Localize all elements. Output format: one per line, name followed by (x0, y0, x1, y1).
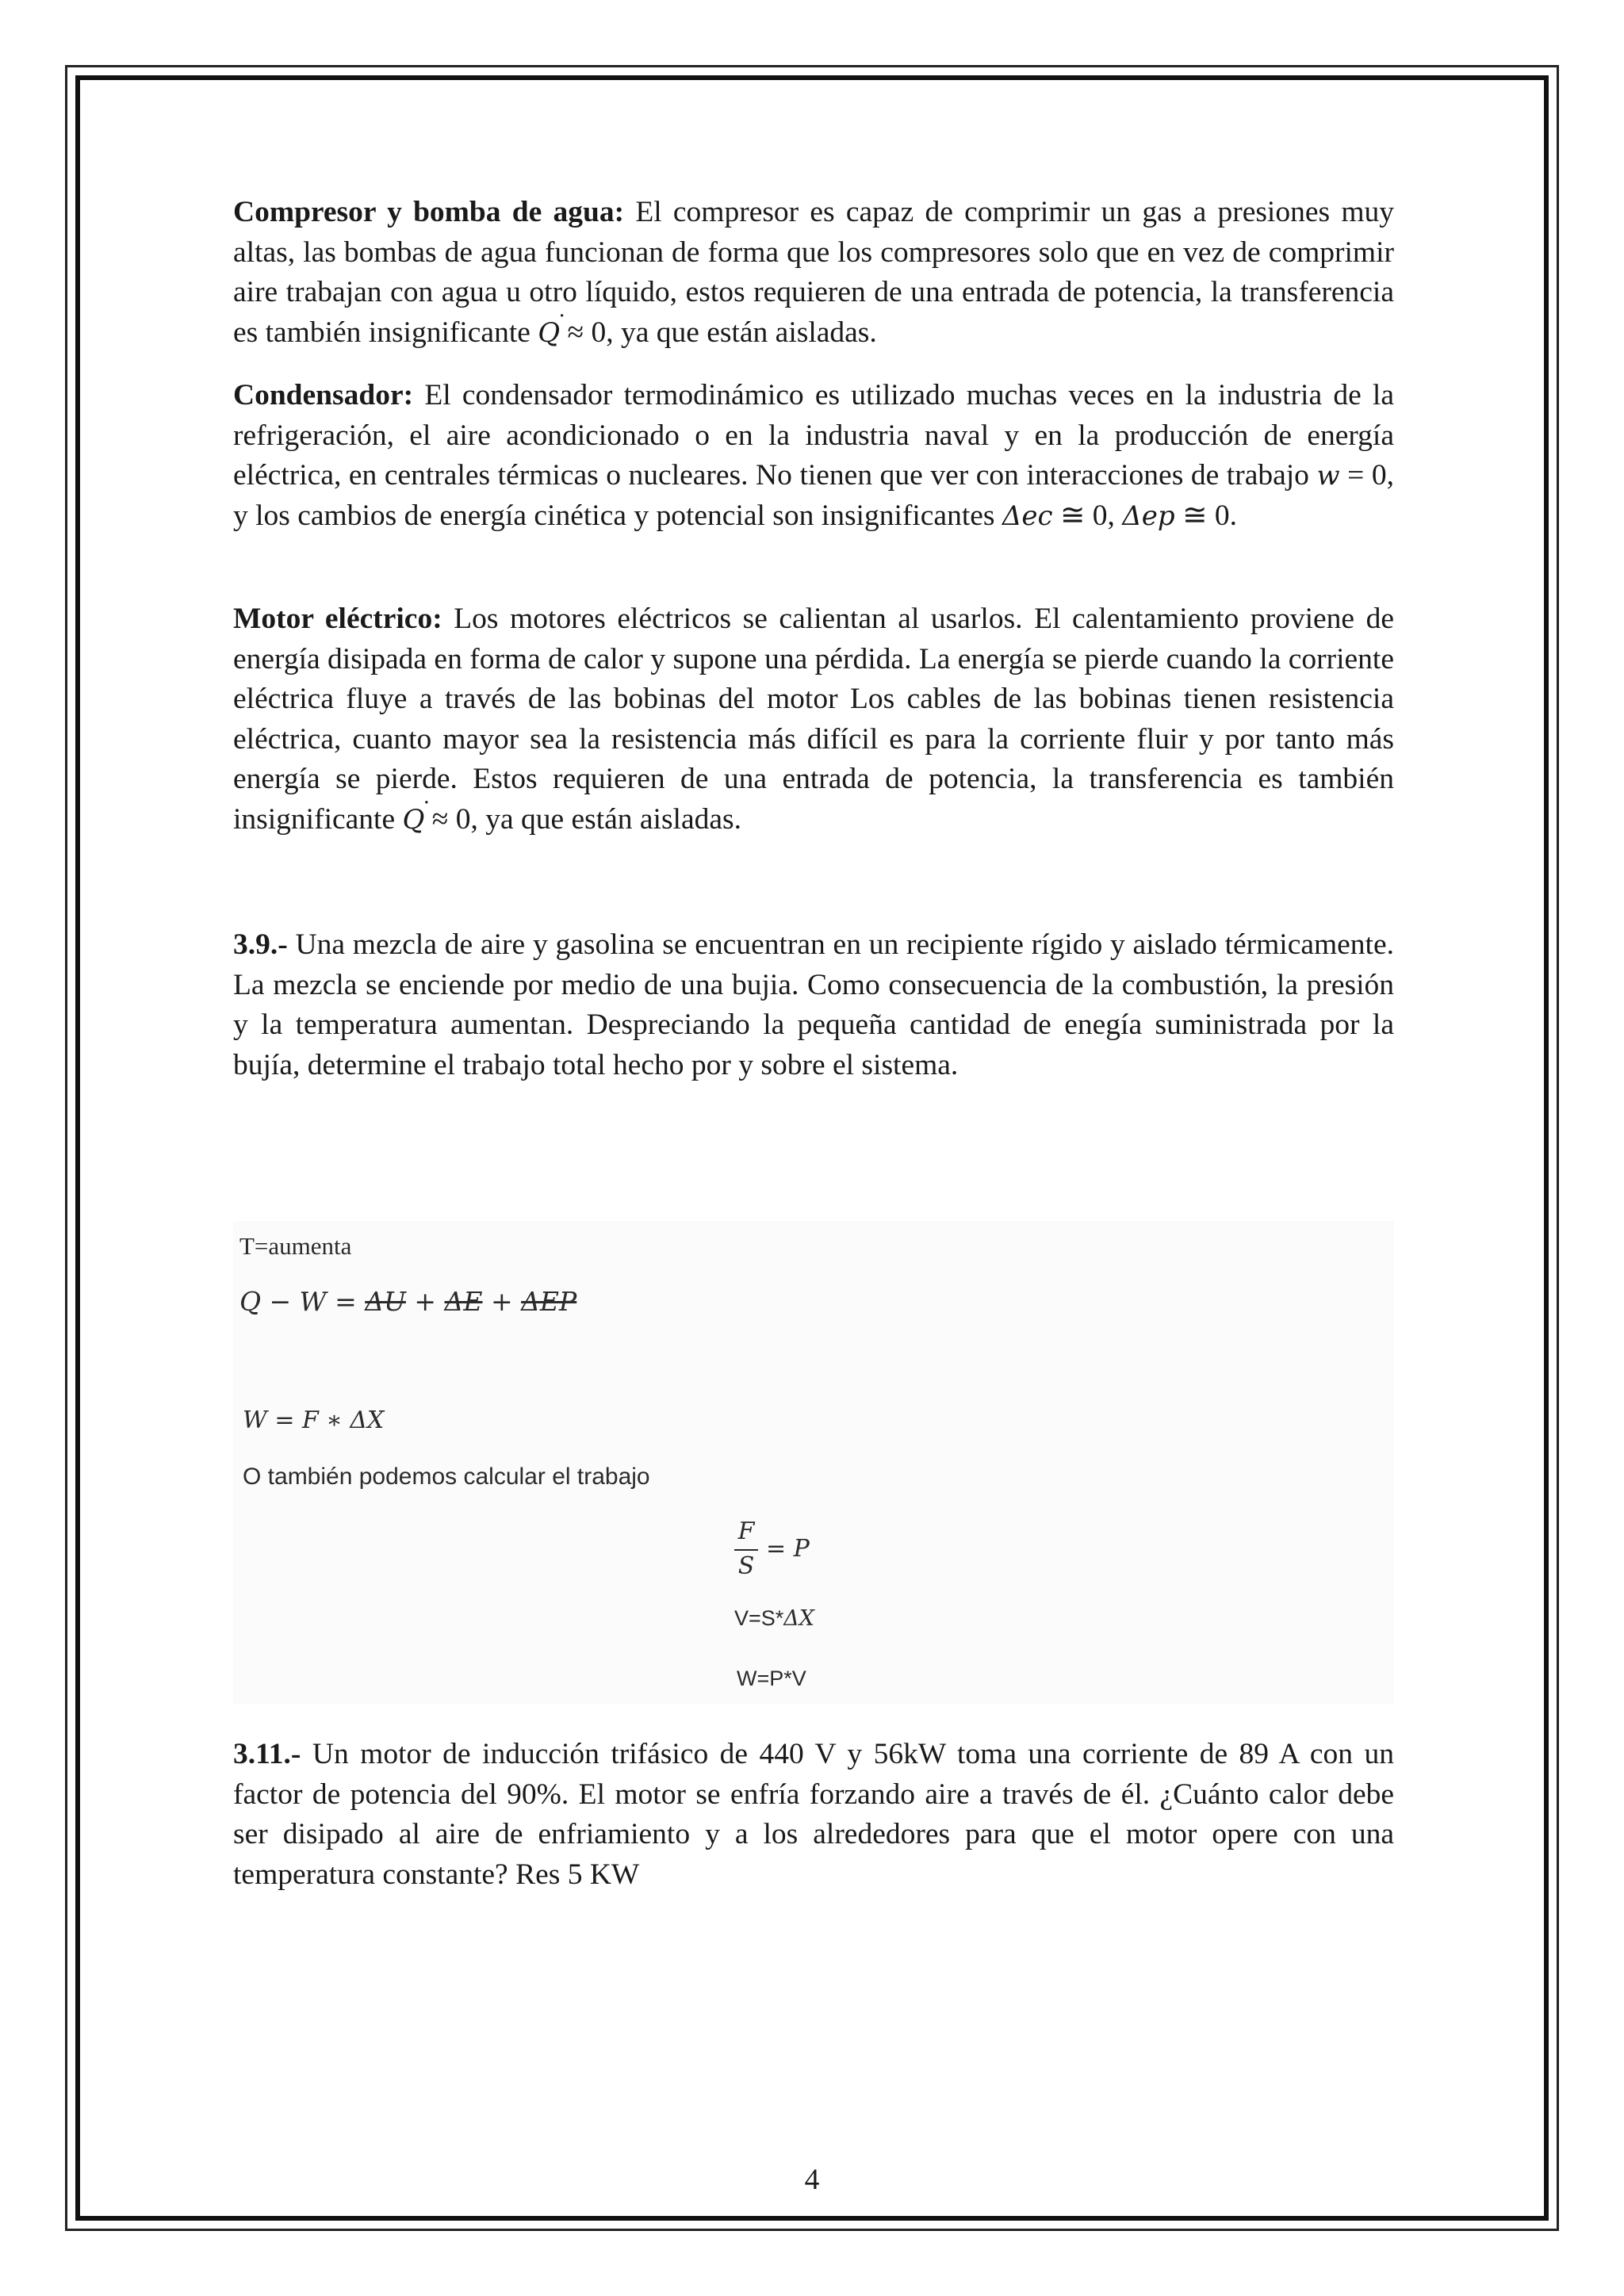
text-condensador-4: ≅ 0. (1174, 499, 1237, 532)
solution-image (233, 1221, 1394, 1705)
delta-ec-symbol: Δec (1002, 499, 1053, 532)
q-dot-symbol: Q ˙ (538, 313, 560, 354)
text-condensador-3: ≅ 0, (1052, 499, 1123, 532)
heading-condensador: Condensador: (233, 379, 414, 411)
paragraph-condensador (233, 376, 1394, 536)
heading-motor: Motor eléctrico: (233, 603, 442, 635)
eq1-delta-ep: ΔEP (521, 1286, 577, 1317)
volume-equation (734, 1606, 814, 1631)
volume-prefix: V=S* (734, 1606, 784, 1630)
work-note: O también podemos calcular el trabajo (243, 1464, 650, 1490)
volume-delta-x: ΔX (783, 1606, 815, 1631)
line-t-aumenta: T=aumenta (239, 1232, 352, 1260)
paragraph-compresor (233, 193, 1394, 353)
problem-3-11-text: Un motor de inducción trifásico de 440 V y 56kW toma una corriente de 89 A con un factor de potencia del 90%. El motor se enfría forzando aire a través de él. ¿Cuánto calor debe ser disipado al aire de enfriamiento y a los alrededores para que el motor opere con una temperatura constante? Res 5 KW (233, 1738, 1394, 1891)
eq1-delta-e: ΔE (444, 1286, 483, 1317)
page-number: 4 (804, 2164, 820, 2196)
energy-equation (239, 1286, 576, 1317)
text-condensador-1: El condensador termodinámico es utilizado muchas veces en la industria de la refrigeración, el aire acondicionado o en la industria naval y en la producción de energía eléctrica, en centrales térmicas o nucleares. No tienen que ver con interacciones de trabajo (233, 379, 1394, 492)
eq1-plus-1: + (405, 1286, 445, 1317)
paragraph-motor (233, 599, 1394, 840)
fraction-numerator: F (737, 1517, 755, 1545)
eq1-delta-u: ΔU (365, 1286, 406, 1317)
problem-3-11 (233, 1735, 1394, 1895)
problem-3-9-number: 3.9.- (233, 928, 288, 961)
problem-3-9 (233, 925, 1394, 1085)
problem-3-9-text: Una mezcla de aire y gasolina se encuentran en un recipiente rígido y aislado térmicamente. La mezcla se enciende por medio de una bujia. Como consecuencia de la combustión, la presión y la temperatura aumentan. Despreciando la pequeña cantidad de enegía suministrada por la bujía, determine el trabajo total hecho por y sobre el sistema. (233, 928, 1394, 1081)
eq1-plus-2: + (482, 1286, 522, 1317)
text-compresor-2: ≈ 0, ya que están aisladas. (567, 316, 877, 349)
fraction-denominator: S (737, 1552, 755, 1580)
text-compresor-1: El compresor es capaz de comprimir un gas a presiones muy altas, las bombas de agua funcionan de forma que los compresores solo que en vez de comprimir aire trabajan con agua u otro líquido, estos requieren de una entrada de potencia, la transferencia es también insignificante (233, 196, 1394, 349)
q-dot-symbol: Q ˙ (402, 800, 424, 840)
heading-compresor: Compresor y bomba de agua: (233, 196, 625, 228)
w-symbol: w (1316, 460, 1340, 492)
fraction-bar (734, 1549, 758, 1551)
work-equation: W = F ∗ ΔX (243, 1406, 385, 1434)
delta-ep-symbol: Δep (1122, 499, 1175, 532)
text-motor-2: ≈ 0, ya que están aisladas. (431, 802, 741, 836)
text-motor-1: Los motores eléctricos se calientan al usarlos. El calentamiento proviene de energía disipada en forma de calor y supone una pérdida. La energía se pierde cuando la corriente eléctrica fluye a través de las bobinas del motor Los cables de las bobinas tienen resistencia eléctrica, cuanto mayor sea la resistencia más difícil es para la corriente fluir y por tanto más energía se pierde. Estos requieren de una entrada de potencia, la transferencia es también insignificante (233, 603, 1394, 836)
work-pv-equation: W=P*V (737, 1667, 806, 1690)
text-condensador-2: = 0, y los cambios de energía cinética y potencial son insignificantes (233, 459, 1394, 532)
eq1-lhs: Q − W = (239, 1286, 366, 1317)
problem-3-11-number: 3.11.- (233, 1738, 301, 1770)
fraction-rhs: = P (766, 1535, 810, 1563)
